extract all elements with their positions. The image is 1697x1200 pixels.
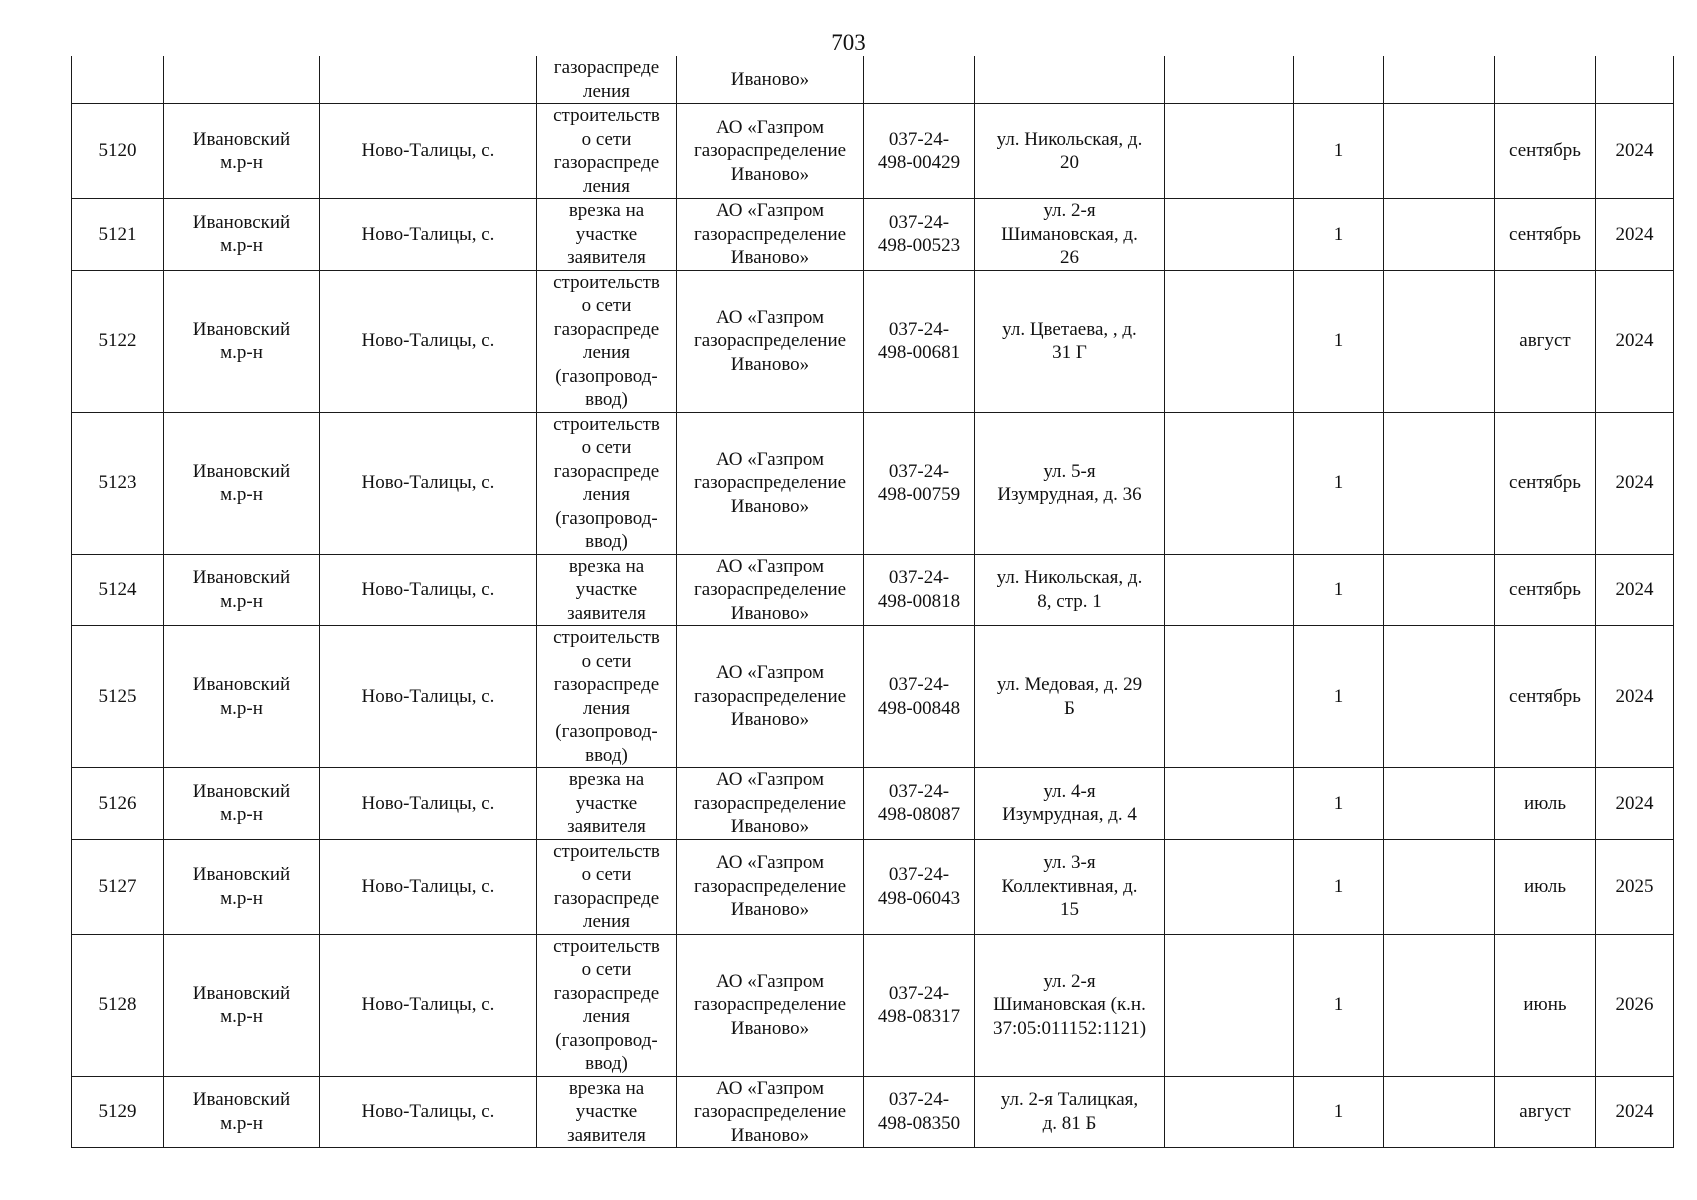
work-type-cell-line: строительств [553, 413, 660, 435]
table-row [72, 934, 1674, 1076]
request-code-cell [864, 554, 975, 626]
row-number-cell: 5123 [72, 412, 164, 554]
settlement-cell: Ново-Талицы, с. [320, 199, 537, 271]
table-row [72, 554, 1674, 626]
address-cell-line: 15 [1060, 899, 1079, 921]
table-row [72, 412, 1674, 554]
work-type-cell [537, 412, 677, 554]
empty-cell [1495, 56, 1596, 104]
work-type-cell-line: газораспреде [553, 887, 660, 909]
request-code-cell [864, 199, 975, 271]
work-type-cell-line: врезка на [568, 769, 645, 790]
table-row [72, 270, 1674, 412]
organization-cell [677, 1076, 864, 1148]
work-type-cell-line: (газопровод- [555, 721, 658, 742]
district-cell-line: м.р-н [220, 152, 263, 173]
month-cell: сентябрь [1495, 554, 1596, 626]
request-code-cell-line: 498-00681 [877, 342, 961, 363]
month-cell: сентябрь [1495, 626, 1596, 768]
row-number-cell: 5127 [72, 839, 164, 934]
organization-cell-line: газораспределение [693, 875, 847, 897]
organization-cell-line: АО «Газпром [715, 662, 825, 684]
work-type-cell-line: ления [583, 697, 630, 719]
quantity-cell: 1 [1294, 270, 1384, 412]
quantity-cell: 1 [1294, 768, 1384, 840]
work-type-cell-line: строительств [553, 935, 660, 957]
year-cell: 2025 [1596, 839, 1674, 934]
work-type-cell-line: заявителя [567, 816, 646, 837]
request-code-cell [864, 270, 975, 412]
address-cell [975, 104, 1165, 199]
work-type-cell-line: ления [583, 342, 630, 363]
district-cell [164, 1076, 320, 1148]
district-cell [164, 104, 320, 199]
request-code-cell-line: 037-24- [888, 1089, 950, 1111]
empty-cell [1294, 56, 1384, 104]
address-cell-line: Шимановская (к.н. [993, 994, 1146, 1016]
empty-cell [1165, 554, 1294, 626]
district-cell [164, 626, 320, 768]
address-cell-line: ул. Медовая, д. 29 [996, 674, 1143, 695]
work-type-cell-line: газораспреде [553, 152, 660, 173]
request-code-cell-line: 037-24- [888, 211, 950, 233]
district-cell-line: м.р-н [220, 484, 263, 505]
address-cell-line: 20 [1060, 152, 1079, 173]
district-cell-line: м.р-н [220, 1006, 263, 1027]
district-cell-line: Ивановский [192, 674, 291, 695]
work-type-cell [537, 56, 677, 104]
organization-cell [677, 412, 864, 554]
work-type-cell-line: строительств [553, 105, 660, 126]
request-code-cell-line: 498-00523 [877, 235, 961, 257]
address-cell-line: ул. 2-я Талицкая, [1000, 1089, 1139, 1111]
address-cell [975, 934, 1165, 1076]
district-cell-line: Ивановский [192, 460, 291, 482]
district-cell-line: Ивановский [192, 864, 291, 885]
address-cell-line: ул. Цветаева, , д. [1002, 318, 1137, 340]
organization-cell-line: Иваново» [730, 602, 810, 624]
empty-cell [1165, 104, 1294, 199]
address-cell [975, 270, 1165, 412]
address-cell [975, 1076, 1165, 1148]
work-type-cell-line: газораспреде [553, 318, 660, 340]
work-type-cell [537, 1076, 677, 1148]
quantity-cell: 1 [1294, 199, 1384, 271]
work-type-cell [537, 199, 677, 271]
year-cell: 2026 [1596, 934, 1674, 1076]
address-cell-line: Коллективная, д. [1001, 875, 1138, 897]
work-type-cell-line: заявителя [567, 602, 646, 624]
request-code-cell [864, 934, 975, 1076]
row-number-cell: 5121 [72, 199, 164, 271]
row-number-cell: 5124 [72, 554, 164, 626]
empty-cell [975, 56, 1165, 104]
empty-cell [1384, 104, 1495, 199]
work-type-cell-line: о сети [581, 959, 632, 980]
month-cell: сентябрь [1495, 199, 1596, 271]
work-type-cell-line: ввод) [585, 531, 628, 552]
work-type-cell-line: ления [583, 175, 630, 197]
table-row [72, 1076, 1674, 1148]
address-cell-line: ул. Никольская, д. [996, 128, 1143, 150]
district-cell [164, 270, 320, 412]
address-cell-line: ул. 3-я [1043, 852, 1096, 874]
work-type-cell-line: о сети [581, 128, 632, 150]
row-number-cell: 5126 [72, 768, 164, 840]
settlement-cell: Ново-Талицы, с. [320, 412, 537, 554]
empty-cell [1384, 199, 1495, 271]
organization-cell-line: Иваново» [730, 1124, 810, 1146]
quantity-cell: 1 [1294, 839, 1384, 934]
month-cell: август [1495, 270, 1596, 412]
work-type-cell-line: (газопровод- [555, 507, 658, 529]
address-cell [975, 768, 1165, 840]
work-type-cell [537, 839, 677, 934]
district-cell-line: м.р-н [220, 1112, 263, 1134]
organization-cell-line: газораспределение [693, 330, 847, 352]
request-code-cell-line: 498-00429 [877, 152, 961, 173]
request-code-cell-line: 037-24- [888, 460, 950, 482]
organization-cell-line: АО «Газпром [715, 769, 825, 790]
work-type-cell-line: ввод) [585, 1053, 628, 1074]
registry-table [71, 56, 1674, 1148]
request-code-cell [864, 768, 975, 840]
empty-cell [1384, 934, 1495, 1076]
organization-cell [677, 104, 864, 199]
empty-cell [1165, 934, 1294, 1076]
table-row [72, 839, 1674, 934]
address-cell-line: 8, стр. 1 [1037, 590, 1102, 612]
month-cell: сентябрь [1495, 104, 1596, 199]
work-type-cell-line: ввод) [585, 744, 628, 766]
district-cell-line: Ивановский [192, 780, 291, 802]
empty-cell [1165, 270, 1294, 412]
work-type-cell [537, 768, 677, 840]
district-cell-line: м.р-н [220, 235, 263, 257]
district-cell-line: Ивановский [192, 982, 291, 1004]
organization-cell-line: газораспределение [693, 1101, 847, 1122]
district-cell [164, 839, 320, 934]
request-code-cell-line: 498-06043 [877, 887, 961, 909]
request-code-cell [864, 412, 975, 554]
empty-cell [1165, 56, 1294, 104]
request-code-cell-line: 498-08087 [877, 804, 961, 826]
work-type-cell-line: участке [575, 1101, 638, 1122]
district-cell-line: м.р-н [220, 697, 263, 719]
settlement-cell: Ново-Талицы, с. [320, 1076, 537, 1148]
address-cell [975, 412, 1165, 554]
organization-cell-line: Иваново» [730, 495, 810, 517]
work-type-cell [537, 554, 677, 626]
organization-cell-line: АО «Газпром [715, 852, 825, 874]
month-cell: июнь [1495, 934, 1596, 1076]
district-cell-line: м.р-н [220, 342, 263, 363]
organization-cell-line: АО «Газпром [715, 1077, 825, 1099]
table-row-continuation [72, 56, 1674, 104]
empty-cell [72, 56, 164, 104]
work-type-cell [537, 104, 677, 199]
request-code-cell-line: 037-24- [888, 982, 950, 1004]
district-cell [164, 768, 320, 840]
empty-cell [1384, 412, 1495, 554]
address-cell-line: ул. 2-я [1043, 200, 1096, 221]
table-body [72, 56, 1674, 1148]
work-type-cell-line: участке [575, 792, 638, 814]
settlement-cell: Ново-Талицы, с. [320, 270, 537, 412]
empty-cell [1384, 626, 1495, 768]
settlement-cell: Ново-Талицы, с. [320, 839, 537, 934]
work-type-cell [537, 270, 677, 412]
district-cell-line: Ивановский [192, 318, 291, 340]
work-type-cell-line: о сети [581, 864, 632, 885]
district-cell-line: м.р-н [220, 590, 263, 612]
organization-cell-line: Иваново» [730, 709, 810, 731]
year-cell: 2024 [1596, 554, 1674, 626]
request-code-cell-line: 498-00818 [877, 590, 961, 612]
address-cell [975, 554, 1165, 626]
settlement-cell: Ново-Талицы, с. [320, 934, 537, 1076]
work-type-cell-line: ления [583, 484, 630, 505]
organization-cell-line: АО «Газпром [715, 116, 825, 138]
empty-cell [1384, 56, 1495, 104]
request-code-cell-line: 037-24- [888, 674, 950, 695]
work-type-cell-line: о сети [581, 650, 632, 672]
empty-cell [1384, 554, 1495, 626]
request-code-cell [864, 1076, 975, 1148]
district-cell-line: Ивановский [192, 567, 291, 589]
district-cell-line: Ивановский [192, 1089, 291, 1111]
table-row [72, 626, 1674, 768]
quantity-cell: 1 [1294, 934, 1384, 1076]
month-cell: июль [1495, 839, 1596, 934]
work-type-cell-line: (газопровод- [555, 365, 658, 387]
address-cell-line: Изумрудная, д. 4 [1002, 804, 1137, 826]
empty-cell [1165, 1076, 1294, 1148]
row-number-cell: 5122 [72, 270, 164, 412]
organization-cell [677, 56, 864, 104]
year-cell: 2024 [1596, 270, 1674, 412]
work-type-cell-line: ления [583, 1006, 630, 1027]
empty-cell [1384, 768, 1495, 840]
organization-cell-line: газораспределение [693, 994, 847, 1016]
address-cell [975, 626, 1165, 768]
work-type-cell-line: ления [583, 911, 630, 932]
quantity-cell: 1 [1294, 104, 1384, 199]
work-type-cell-line: ления [583, 80, 630, 102]
month-cell: август [1495, 1076, 1596, 1148]
district-cell-line: Ивановский [192, 128, 291, 150]
organization-cell-line: АО «Газпром [715, 306, 825, 328]
address-cell [975, 839, 1165, 934]
organization-cell-line: Иваново» [730, 163, 810, 185]
organization-cell [677, 934, 864, 1076]
work-type-cell-line: врезка на [568, 1077, 645, 1099]
organization-cell-line: АО «Газпром [715, 970, 825, 992]
quantity-cell: 1 [1294, 1076, 1384, 1148]
address-cell-line: ул. 5-я [1043, 460, 1096, 482]
quantity-cell: 1 [1294, 412, 1384, 554]
work-type-cell-line: газораспреде [553, 982, 660, 1004]
request-code-cell-line: 498-00759 [877, 484, 961, 505]
organization-cell-line: АО «Газпром [715, 555, 825, 577]
organization-cell-line: газораспределение [693, 472, 847, 494]
empty-cell [1165, 768, 1294, 840]
request-code-cell-line: 037-24- [888, 318, 950, 340]
month-cell: июль [1495, 768, 1596, 840]
settlement-cell: Ново-Талицы, с. [320, 768, 537, 840]
work-type-cell-line: заявителя [567, 247, 646, 268]
district-cell [164, 554, 320, 626]
organization-cell-line: АО «Газпром [715, 200, 825, 221]
request-code-cell-line: 037-24- [888, 780, 950, 802]
district-cell-line: м.р-н [220, 804, 263, 826]
table-row [72, 199, 1674, 271]
address-cell-line: ул. Никольская, д. [996, 567, 1143, 589]
row-number-cell: 5120 [72, 104, 164, 199]
work-type-cell-line: газораспреде [553, 57, 660, 78]
work-type-cell-line: о сети [581, 295, 632, 316]
address-cell-line: 26 [1060, 247, 1079, 268]
quantity-cell: 1 [1294, 626, 1384, 768]
request-code-cell [864, 104, 975, 199]
organization-cell-line: газораспределение [693, 792, 847, 814]
organization-cell-line: газораспределение [693, 223, 847, 245]
organization-cell [677, 839, 864, 934]
empty-cell [1596, 56, 1674, 104]
organization-cell-line: газораспределение [693, 140, 847, 162]
work-type-cell-line: строительств [553, 840, 660, 862]
address-cell-line: Изумрудная, д. 36 [997, 484, 1142, 505]
empty-cell [1384, 839, 1495, 934]
quantity-cell: 1 [1294, 554, 1384, 626]
empty-cell [1165, 626, 1294, 768]
year-cell: 2024 [1596, 199, 1674, 271]
settlement-cell: Ново-Талицы, с. [320, 626, 537, 768]
organization-cell [677, 626, 864, 768]
organization-cell [677, 768, 864, 840]
row-number-cell: 5129 [72, 1076, 164, 1148]
address-cell-line: Б [1064, 697, 1075, 719]
work-type-cell-line: о сети [581, 437, 632, 458]
work-type-cell-line: участке [575, 223, 638, 245]
district-cell [164, 412, 320, 554]
empty-cell [1165, 199, 1294, 271]
work-type-cell-line: заявителя [567, 1124, 646, 1146]
year-cell: 2024 [1596, 104, 1674, 199]
empty-cell [1384, 1076, 1495, 1148]
work-type-cell-line: ввод) [585, 389, 628, 410]
empty-cell [164, 56, 320, 104]
page-number: 703 [831, 30, 866, 55]
work-type-cell-line: участке [575, 579, 638, 600]
address-cell-line: Шимановская, д. [1001, 223, 1138, 245]
work-type-cell-line: газораспреде [553, 460, 660, 482]
year-cell: 2024 [1596, 412, 1674, 554]
work-type-cell-line: (газопровод- [555, 1029, 658, 1051]
month-cell: сентябрь [1495, 412, 1596, 554]
request-code-cell-line: 037-24- [888, 567, 950, 589]
district-cell-line: Ивановский [192, 211, 291, 233]
table-row [72, 104, 1674, 199]
organization-cell-line: газораспределение [693, 685, 847, 707]
district-cell [164, 934, 320, 1076]
work-type-cell-line: строительств [553, 271, 660, 293]
table-row [72, 768, 1674, 840]
address-cell-line: д. 81 Б [1042, 1112, 1097, 1134]
address-cell-line: ул. 2-я [1043, 970, 1096, 992]
request-code-cell-line: 498-08350 [877, 1112, 961, 1134]
request-code-cell [864, 839, 975, 934]
address-cell-line: 37:05:011152:1121) [992, 1017, 1147, 1039]
organization-cell [677, 554, 864, 626]
district-cell [164, 199, 320, 271]
address-cell-line: ул. 4-я [1043, 780, 1096, 802]
district-cell-line: м.р-н [220, 887, 263, 909]
work-type-cell [537, 934, 677, 1076]
request-code-cell [864, 626, 975, 768]
work-type-cell-line: врезка на [568, 555, 645, 577]
row-number-cell: 5128 [72, 934, 164, 1076]
year-cell: 2024 [1596, 768, 1674, 840]
work-type-cell-line: врезка на [568, 200, 645, 221]
organization-cell-line: Иваново» [730, 1017, 810, 1039]
empty-cell [864, 56, 975, 104]
organization-cell-line: АО «Газпром [715, 448, 825, 470]
year-cell: 2024 [1596, 626, 1674, 768]
organization-cell [677, 270, 864, 412]
organization-cell-line: газораспределение [693, 579, 847, 600]
year-cell: 2024 [1596, 1076, 1674, 1148]
organization-cell [677, 199, 864, 271]
work-type-cell-line: газораспреде [553, 674, 660, 695]
work-type-cell [537, 626, 677, 768]
address-cell [975, 199, 1165, 271]
address-cell-line: 31 Г [1052, 342, 1087, 363]
empty-cell [320, 56, 537, 104]
empty-cell [1165, 839, 1294, 934]
organization-cell-line: Иваново» [730, 247, 810, 268]
work-type-cell-line: строительств [553, 627, 660, 648]
request-code-cell-line: 037-24- [888, 864, 950, 885]
organization-cell-line: Иваново» [730, 353, 810, 375]
request-code-cell-line: 498-08317 [877, 1006, 961, 1027]
settlement-cell: Ново-Талицы, с. [320, 104, 537, 199]
request-code-cell-line: 498-00848 [877, 697, 961, 719]
request-code-cell-line: 037-24- [888, 128, 950, 150]
organization-cell-line: Иваново» [730, 899, 810, 921]
settlement-cell: Ново-Талицы, с. [320, 554, 537, 626]
row-number-cell: 5125 [72, 626, 164, 768]
organization-cell-line: Иваново» [730, 816, 810, 837]
empty-cell [1165, 412, 1294, 554]
organization-cell-line: Иваново» [730, 68, 810, 90]
empty-cell [1384, 270, 1495, 412]
